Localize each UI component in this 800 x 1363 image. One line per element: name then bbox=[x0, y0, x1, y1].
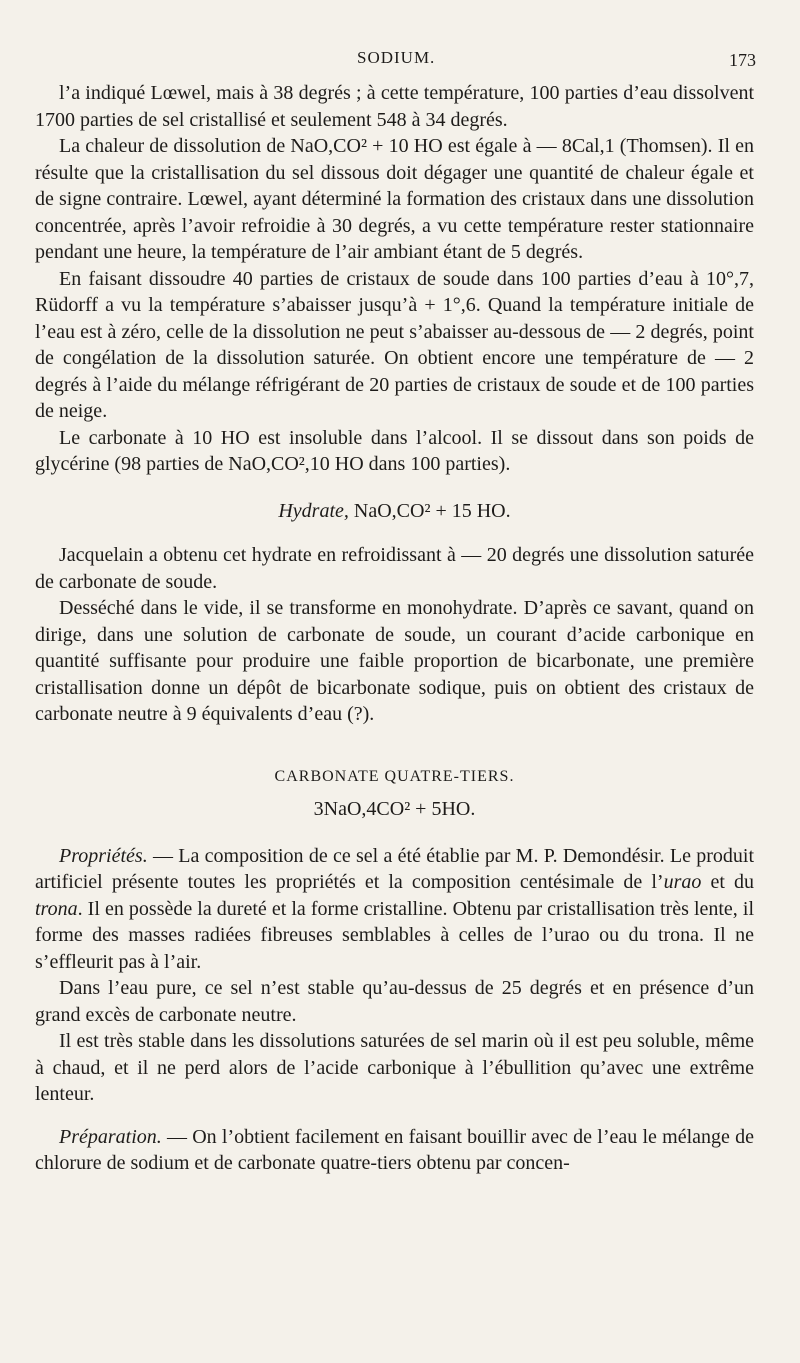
proprietes-label: Propriétés. bbox=[59, 844, 148, 867]
paragraph: Le carbonate à 10 HO est insoluble dans l’alcool. Il se dissout dans son poids de glycérine (98 parties de NaO,CO²,10 HO dans 100 parties). bbox=[35, 426, 754, 475]
paragraph: En faisant dissoudre 40 parties de cristaux de soude dans 100 parties d’eau à 10°,7, Rüdorff a vu la température s’abaisser jusqu’à + 1°,6. Quand la température initiale de l’eau est à zéro, celle de la dissolution ne peut s’abaisser au-dessous de — 2 degrés, point de congélation de la dissolution saturée. On obtient encore une température de — 2 degrés à l’aide du mélange réfrigérant de 20 parties de cristaux de soude et de 100 parties de neige. bbox=[35, 267, 754, 422]
paragraph: l’a indiqué Lœwel, mais à 38 degrés ; à cette température, 100 parties d’eau dissolvent 1700 parties de sel cristallisé et seulement 548 à 34 degrés. bbox=[35, 82, 754, 131]
proprietes-rest: . Il en possède la dureté et la forme cristalline. Obtenu par cristallisation très lente, il forme des masses radiées fibreuses semblables à celles de l’urao ou du trona. Il ne s’effleurit pas à l’air. bbox=[35, 897, 754, 973]
preparation-paragraph bbox=[35, 1124, 754, 1177]
page-number: 173 bbox=[729, 50, 756, 70]
running-title: SODIUM. bbox=[357, 48, 436, 67]
urao-term: urao bbox=[663, 871, 702, 893]
page-header bbox=[0, 48, 800, 78]
proprietes-text: — La composition de ce sel a été établie par M. P. Demondésir. Le produit artificiel présente toutes les propriétés et la composition centésimale de l’ bbox=[35, 844, 754, 893]
proprietes-paragraph bbox=[35, 843, 754, 976]
body-text bbox=[35, 80, 754, 1177]
spacer bbox=[35, 1108, 754, 1124]
paragraph: Jacquelain a obtenu cet hydrate en refroidissant à — 20 degrés une dissolution saturée de carbonate de soude. bbox=[35, 544, 754, 593]
hydrate-label: Hydrate, bbox=[278, 499, 349, 522]
preparation-text: — On l’obtient facilement en faisant bouillir avec de l’eau le mélange de chlorure de sodium et de carbonate quatre-tiers obtenu par concen- bbox=[35, 1125, 754, 1174]
paragraph: La chaleur de dissolution de NaO,CO² + 10 HO est égale à — 8Cal,1 (Thomsen). Il en résulte que la cristallisation du sel dissous doit dégager une quantité de chaleur égale et de signe contraire. Lœwel, ayant déterminé la formation des cristaux dans une dissolution concentrée, après l’avoir refroidie à 30 degrés, a vu cette température rester stationnaire pendant une heure, la température de l’air ambiant étant de 5 degrés. bbox=[35, 135, 754, 263]
paragraph: Dans l’eau pure, ce sel n’est stable qu’au-dessus de 25 degrés et en présence d’un grand excès de carbonate neutre. bbox=[35, 977, 754, 1026]
preparation-label: Préparation. bbox=[59, 1125, 162, 1148]
section-formula: 3NaO,4CO² + 5HO. bbox=[313, 798, 476, 820]
section-title: CARBONATE QUATRE-TIERS. bbox=[274, 767, 515, 785]
hydrate-formula: NaO,CO² + 15 HO. bbox=[353, 499, 511, 522]
paragraph: Desséché dans le vide, il se transforme en monohydrate. D’après ce savant, quand on dirige, dans une solution de carbonate de soude, un courant d’acide carbonique en quantité suffisante pour produire une faible proportion de bicarbonate, une première cristallisation donne un dépôt de bicarbonate sodique, puis on obtient des cristaux de carbonate neutre à 9 équivalents d’eau (?). bbox=[35, 597, 754, 725]
hydrate-heading bbox=[35, 498, 754, 525]
paragraph: Il est très stable dans les dissolutions saturées de sel marin où il est peu soluble, même à chaud, et il ne perd alors de l’acide carbonique à l’ébullition qu’avec une extrême lenteur. bbox=[35, 1030, 754, 1105]
proprietes-mid: et du bbox=[701, 871, 754, 893]
trona-term: trona bbox=[35, 897, 78, 920]
